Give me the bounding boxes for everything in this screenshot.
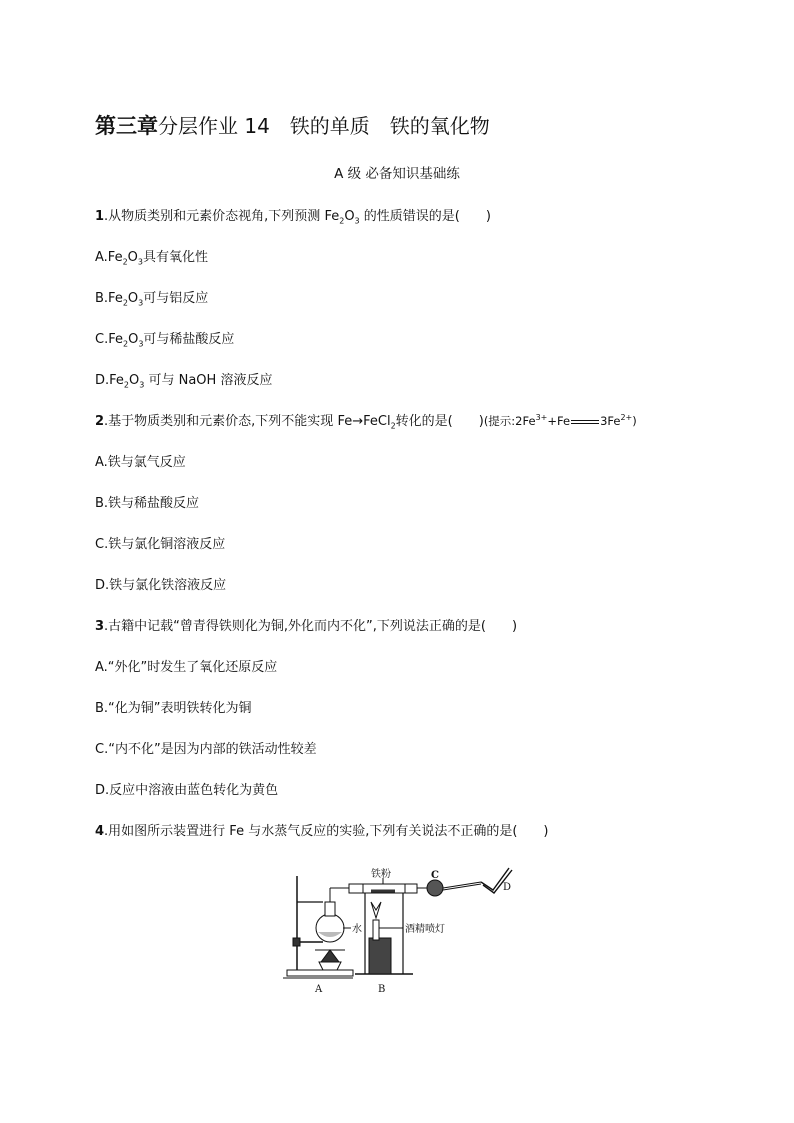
round-flask xyxy=(316,914,344,942)
alcohol-lamp xyxy=(369,938,391,974)
question-text: .基于物质类别和元素价态,下列不能实现 Fe→FeCl xyxy=(104,414,391,429)
question-1 xyxy=(95,205,491,224)
option-b: B.铁与稀盐酸反应 xyxy=(95,496,200,511)
question-text: ) xyxy=(478,414,484,429)
option-c: C.铁与氯化铜溶液反应 xyxy=(95,537,226,552)
option-d: D.铁与氯化铁溶液反应 xyxy=(95,578,227,593)
option-c: C.“内不化”是因为内部的铁活动性较差 xyxy=(95,742,317,757)
flame-a xyxy=(321,950,339,962)
question-number: 1 xyxy=(95,209,105,224)
question-4 xyxy=(95,820,549,839)
option-b: B.“化为铜”表明铁转化为铜 xyxy=(95,701,252,716)
question-text: .从物质类别和元素价态视角,下列预测 Fe xyxy=(104,209,340,224)
label-spray-lamp: 酒精喷灯 xyxy=(405,924,445,935)
drying-tube-c xyxy=(427,880,443,896)
page-title xyxy=(95,110,490,140)
equals-sign xyxy=(571,420,599,424)
option-a: A.“外化”时发生了氧化还原反应 xyxy=(95,660,278,675)
label-iron-powder: 铁粉 xyxy=(371,869,391,880)
question-number: 3 xyxy=(95,619,105,634)
question-text: ) xyxy=(485,209,491,224)
question-text: 的性质错误的是( xyxy=(359,209,460,224)
option-d: $D.Fe_2O_3$ 可与 NaOH 溶液反应 xyxy=(95,373,273,390)
lamp-flame xyxy=(371,902,381,918)
option-a: A.铁与氯气反应 xyxy=(95,455,186,470)
option-b: $B.Fe_2O_3$可与铝反应 xyxy=(95,291,209,308)
stand-base-a xyxy=(287,970,353,976)
label-water: 水 xyxy=(352,924,362,935)
hint-text: (提示$:2Fe^{3+}+Fe$ $3Fe^{2+}$) xyxy=(483,413,637,428)
subscript: 3 xyxy=(354,216,360,226)
chapter-label: 第三章 xyxy=(95,113,158,138)
question-text: ) xyxy=(543,824,549,839)
option-c: $C.Fe_2O_3$可与稀盐酸反应 xyxy=(95,332,235,349)
question-3 xyxy=(95,615,517,634)
question-text: ) xyxy=(512,619,518,634)
question-text: O xyxy=(344,209,355,224)
question-number: 2 xyxy=(95,414,105,429)
label-d: D xyxy=(503,882,512,893)
apparatus-diagram xyxy=(283,866,523,998)
question-2 xyxy=(95,410,637,429)
level-heading: A 级 必备知识基础练 xyxy=(334,166,460,182)
label-b: B xyxy=(378,984,386,995)
question-text: .古籍中记载“曾青得铁则化为铜,外化而内不化”,下列说法正确的是( xyxy=(104,619,486,634)
question-text: 转化的是( xyxy=(395,414,453,429)
burner-a xyxy=(319,962,341,970)
flask-neck xyxy=(325,902,335,916)
option-d: D.反应中溶液由蓝色转化为黄色 xyxy=(95,783,279,798)
question-number: 4 xyxy=(95,824,105,839)
label-a: A xyxy=(315,984,323,995)
option-a: $A.Fe_2O_3$具有氧化性 xyxy=(95,250,208,267)
question-text: .用如图所示装置进行 Fe 与水蒸气反应的实验,下列有关说法不正确的是( xyxy=(104,824,518,839)
subscript: 2 xyxy=(390,421,396,431)
title-text: 分层作业 14 铁的单质 铁的氧化物 xyxy=(158,114,490,138)
subscript: 2 xyxy=(339,216,345,226)
label-c: C xyxy=(431,870,439,881)
